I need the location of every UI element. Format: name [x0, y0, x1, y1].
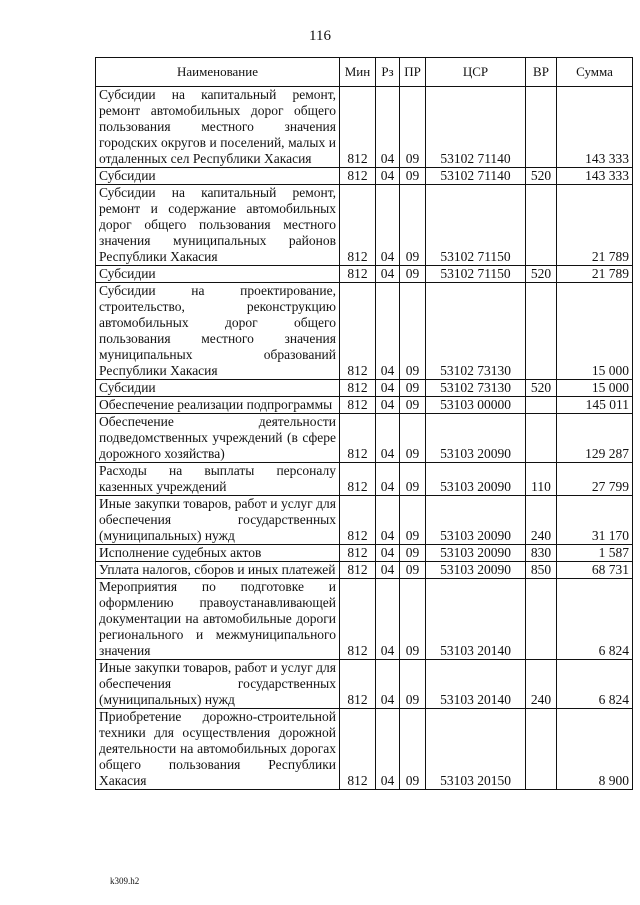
- row-min-cell: 812: [340, 283, 376, 380]
- row-sum-cell: 68 731: [557, 562, 633, 579]
- row-min-cell: 812: [340, 87, 376, 168]
- row-min-cell: 812: [340, 709, 376, 790]
- header-csr: ЦСР: [426, 58, 526, 87]
- row-min-cell: 812: [340, 380, 376, 397]
- row-rz-cell: 04: [376, 414, 400, 463]
- header-pr: ПР: [400, 58, 426, 87]
- row-vr-cell: 520: [526, 380, 557, 397]
- row-min-cell: 812: [340, 266, 376, 283]
- row-pr-cell: 09: [400, 414, 426, 463]
- row-vr-cell: [526, 579, 557, 660]
- row-rz-cell: 04: [376, 496, 400, 545]
- row-sum-cell: 21 789: [557, 185, 633, 266]
- row-name-cell: Субсидии на капитальный ремонт, ремонт и содержание автомобильных дорог общего пользования местного значения муниципальных районов Республики Хакасия: [96, 185, 340, 266]
- row-pr-cell: 09: [400, 562, 426, 579]
- row-min-cell: 812: [340, 660, 376, 709]
- row-rz-cell: 04: [376, 562, 400, 579]
- table-row: [96, 562, 633, 579]
- header-name: Наименование: [96, 58, 340, 87]
- table-row: [96, 463, 633, 496]
- row-csr-cell: 53103 20090: [426, 463, 526, 496]
- table-header-row: [96, 58, 633, 87]
- row-vr-cell: 850: [526, 562, 557, 579]
- row-sum-cell: 6 824: [557, 579, 633, 660]
- row-rz-cell: 04: [376, 185, 400, 266]
- row-name-cell: Иные закупки товаров, работ и услуг для обеспечения государственных (муниципальных) нужд: [96, 496, 340, 545]
- row-rz-cell: 04: [376, 579, 400, 660]
- table-row: [96, 709, 633, 790]
- row-sum-cell: 8 900: [557, 709, 633, 790]
- row-csr-cell: 53103 20150: [426, 709, 526, 790]
- row-csr-cell: 53103 20140: [426, 660, 526, 709]
- row-rz-cell: 04: [376, 709, 400, 790]
- row-name-cell: Субсидии на капитальный ремонт, ремонт автомобильных дорог общего пользования местного значения городских округов и поселений, малых и отдаленных сел Республики Хакасия: [96, 87, 340, 168]
- row-min-cell: 812: [340, 496, 376, 545]
- row-min-cell: 812: [340, 185, 376, 266]
- row-name-cell: Обеспечение деятельности подведомственных учреждений (в сфере дорожного хозяйства): [96, 414, 340, 463]
- header-rz: Рз: [376, 58, 400, 87]
- row-rz-cell: 04: [376, 283, 400, 380]
- row-pr-cell: 09: [400, 397, 426, 414]
- table-row: [96, 397, 633, 414]
- row-csr-cell: 53102 71150: [426, 185, 526, 266]
- row-min-cell: 812: [340, 463, 376, 496]
- row-pr-cell: 09: [400, 496, 426, 545]
- table-row: [96, 283, 633, 380]
- page-number: 116: [309, 28, 331, 44]
- row-csr-cell: 53102 71140: [426, 87, 526, 168]
- row-vr-cell: [526, 283, 557, 380]
- row-rz-cell: 04: [376, 168, 400, 185]
- row-pr-cell: 09: [400, 168, 426, 185]
- row-sum-cell: 21 789: [557, 266, 633, 283]
- row-rz-cell: 04: [376, 397, 400, 414]
- row-name-cell: Субсидии на проектирование, строительство, реконструкцию автомобильных дорог общего пользования местного значения муниципальных образований Республики Хакасия: [96, 283, 340, 380]
- row-min-cell: 812: [340, 414, 376, 463]
- row-rz-cell: 04: [376, 266, 400, 283]
- table-row: [96, 266, 633, 283]
- row-vr-cell: [526, 185, 557, 266]
- row-name-cell: Приобретение дорожно-строительной техники для осуществления дорожной деятельности на автомобильных дорогах общего пользования Республики Хакасия: [96, 709, 340, 790]
- row-rz-cell: 04: [376, 87, 400, 168]
- row-csr-cell: 53103 20090: [426, 414, 526, 463]
- row-vr-cell: 240: [526, 496, 557, 545]
- row-pr-cell: 09: [400, 579, 426, 660]
- row-vr-cell: 520: [526, 266, 557, 283]
- row-pr-cell: 09: [400, 545, 426, 562]
- row-vr-cell: 520: [526, 168, 557, 185]
- row-rz-cell: 04: [376, 545, 400, 562]
- row-pr-cell: 09: [400, 660, 426, 709]
- row-csr-cell: 53103 20140: [426, 579, 526, 660]
- row-csr-cell: 53102 71150: [426, 266, 526, 283]
- row-name-cell: Обеспечение реализации подпрограммы: [96, 397, 340, 414]
- row-rz-cell: 04: [376, 380, 400, 397]
- table-row: [96, 660, 633, 709]
- row-csr-cell: 53103 20090: [426, 562, 526, 579]
- table-row: [96, 380, 633, 397]
- row-pr-cell: 09: [400, 266, 426, 283]
- row-pr-cell: 09: [400, 87, 426, 168]
- row-name-cell: Субсидии: [96, 266, 340, 283]
- row-name-cell: Уплата налогов, сборов и иных платежей: [96, 562, 340, 579]
- table-row: [96, 185, 633, 266]
- row-name-cell: Расходы на выплаты персоналу казенных учреждений: [96, 463, 340, 496]
- row-min-cell: 812: [340, 545, 376, 562]
- row-csr-cell: 53103 20090: [426, 545, 526, 562]
- row-sum-cell: 31 170: [557, 496, 633, 545]
- row-csr-cell: 53103 00000: [426, 397, 526, 414]
- row-sum-cell: 27 799: [557, 463, 633, 496]
- table-row: [96, 579, 633, 660]
- row-vr-cell: [526, 397, 557, 414]
- table-row: [96, 414, 633, 463]
- row-sum-cell: 15 000: [557, 283, 633, 380]
- row-pr-cell: 09: [400, 463, 426, 496]
- row-csr-cell: 53102 71140: [426, 168, 526, 185]
- table-row: [96, 545, 633, 562]
- row-pr-cell: 09: [400, 185, 426, 266]
- table-row: [96, 496, 633, 545]
- row-pr-cell: 09: [400, 709, 426, 790]
- row-name-cell: Субсидии: [96, 168, 340, 185]
- table-row: [96, 87, 633, 168]
- row-pr-cell: 09: [400, 283, 426, 380]
- budget-table: [95, 57, 633, 790]
- row-name-cell: Субсидии: [96, 380, 340, 397]
- row-sum-cell: 15 000: [557, 380, 633, 397]
- row-sum-cell: 1 587: [557, 545, 633, 562]
- row-min-cell: 812: [340, 579, 376, 660]
- row-csr-cell: 53102 73130: [426, 380, 526, 397]
- row-csr-cell: 53102 73130: [426, 283, 526, 380]
- row-vr-cell: [526, 87, 557, 168]
- row-vr-cell: 830: [526, 545, 557, 562]
- row-vr-cell: [526, 414, 557, 463]
- row-name-cell: Мероприятия по подготовке и оформлению правоустанавливающей документации на автомобильные дороги регионального и межмуниципального значения: [96, 579, 340, 660]
- row-sum-cell: 145 011: [557, 397, 633, 414]
- row-min-cell: 812: [340, 562, 376, 579]
- row-min-cell: 812: [340, 397, 376, 414]
- row-sum-cell: 6 824: [557, 660, 633, 709]
- header-min: Мин: [340, 58, 376, 87]
- table-row: [96, 168, 633, 185]
- row-vr-cell: 240: [526, 660, 557, 709]
- row-sum-cell: 129 287: [557, 414, 633, 463]
- row-name-cell: Иные закупки товаров, работ и услуг для обеспечения государственных (муниципальных) нужд: [96, 660, 340, 709]
- footer-code: k309.h2: [110, 876, 140, 886]
- header-sum: Сумма: [557, 58, 633, 87]
- header-vr: ВР: [526, 58, 557, 87]
- row-name-cell: Исполнение судебных актов: [96, 545, 340, 562]
- row-sum-cell: 143 333: [557, 168, 633, 185]
- row-min-cell: 812: [340, 168, 376, 185]
- row-sum-cell: 143 333: [557, 87, 633, 168]
- row-vr-cell: [526, 709, 557, 790]
- row-vr-cell: 110: [526, 463, 557, 496]
- row-rz-cell: 04: [376, 660, 400, 709]
- row-rz-cell: 04: [376, 463, 400, 496]
- row-csr-cell: 53103 20090: [426, 496, 526, 545]
- row-pr-cell: 09: [400, 380, 426, 397]
